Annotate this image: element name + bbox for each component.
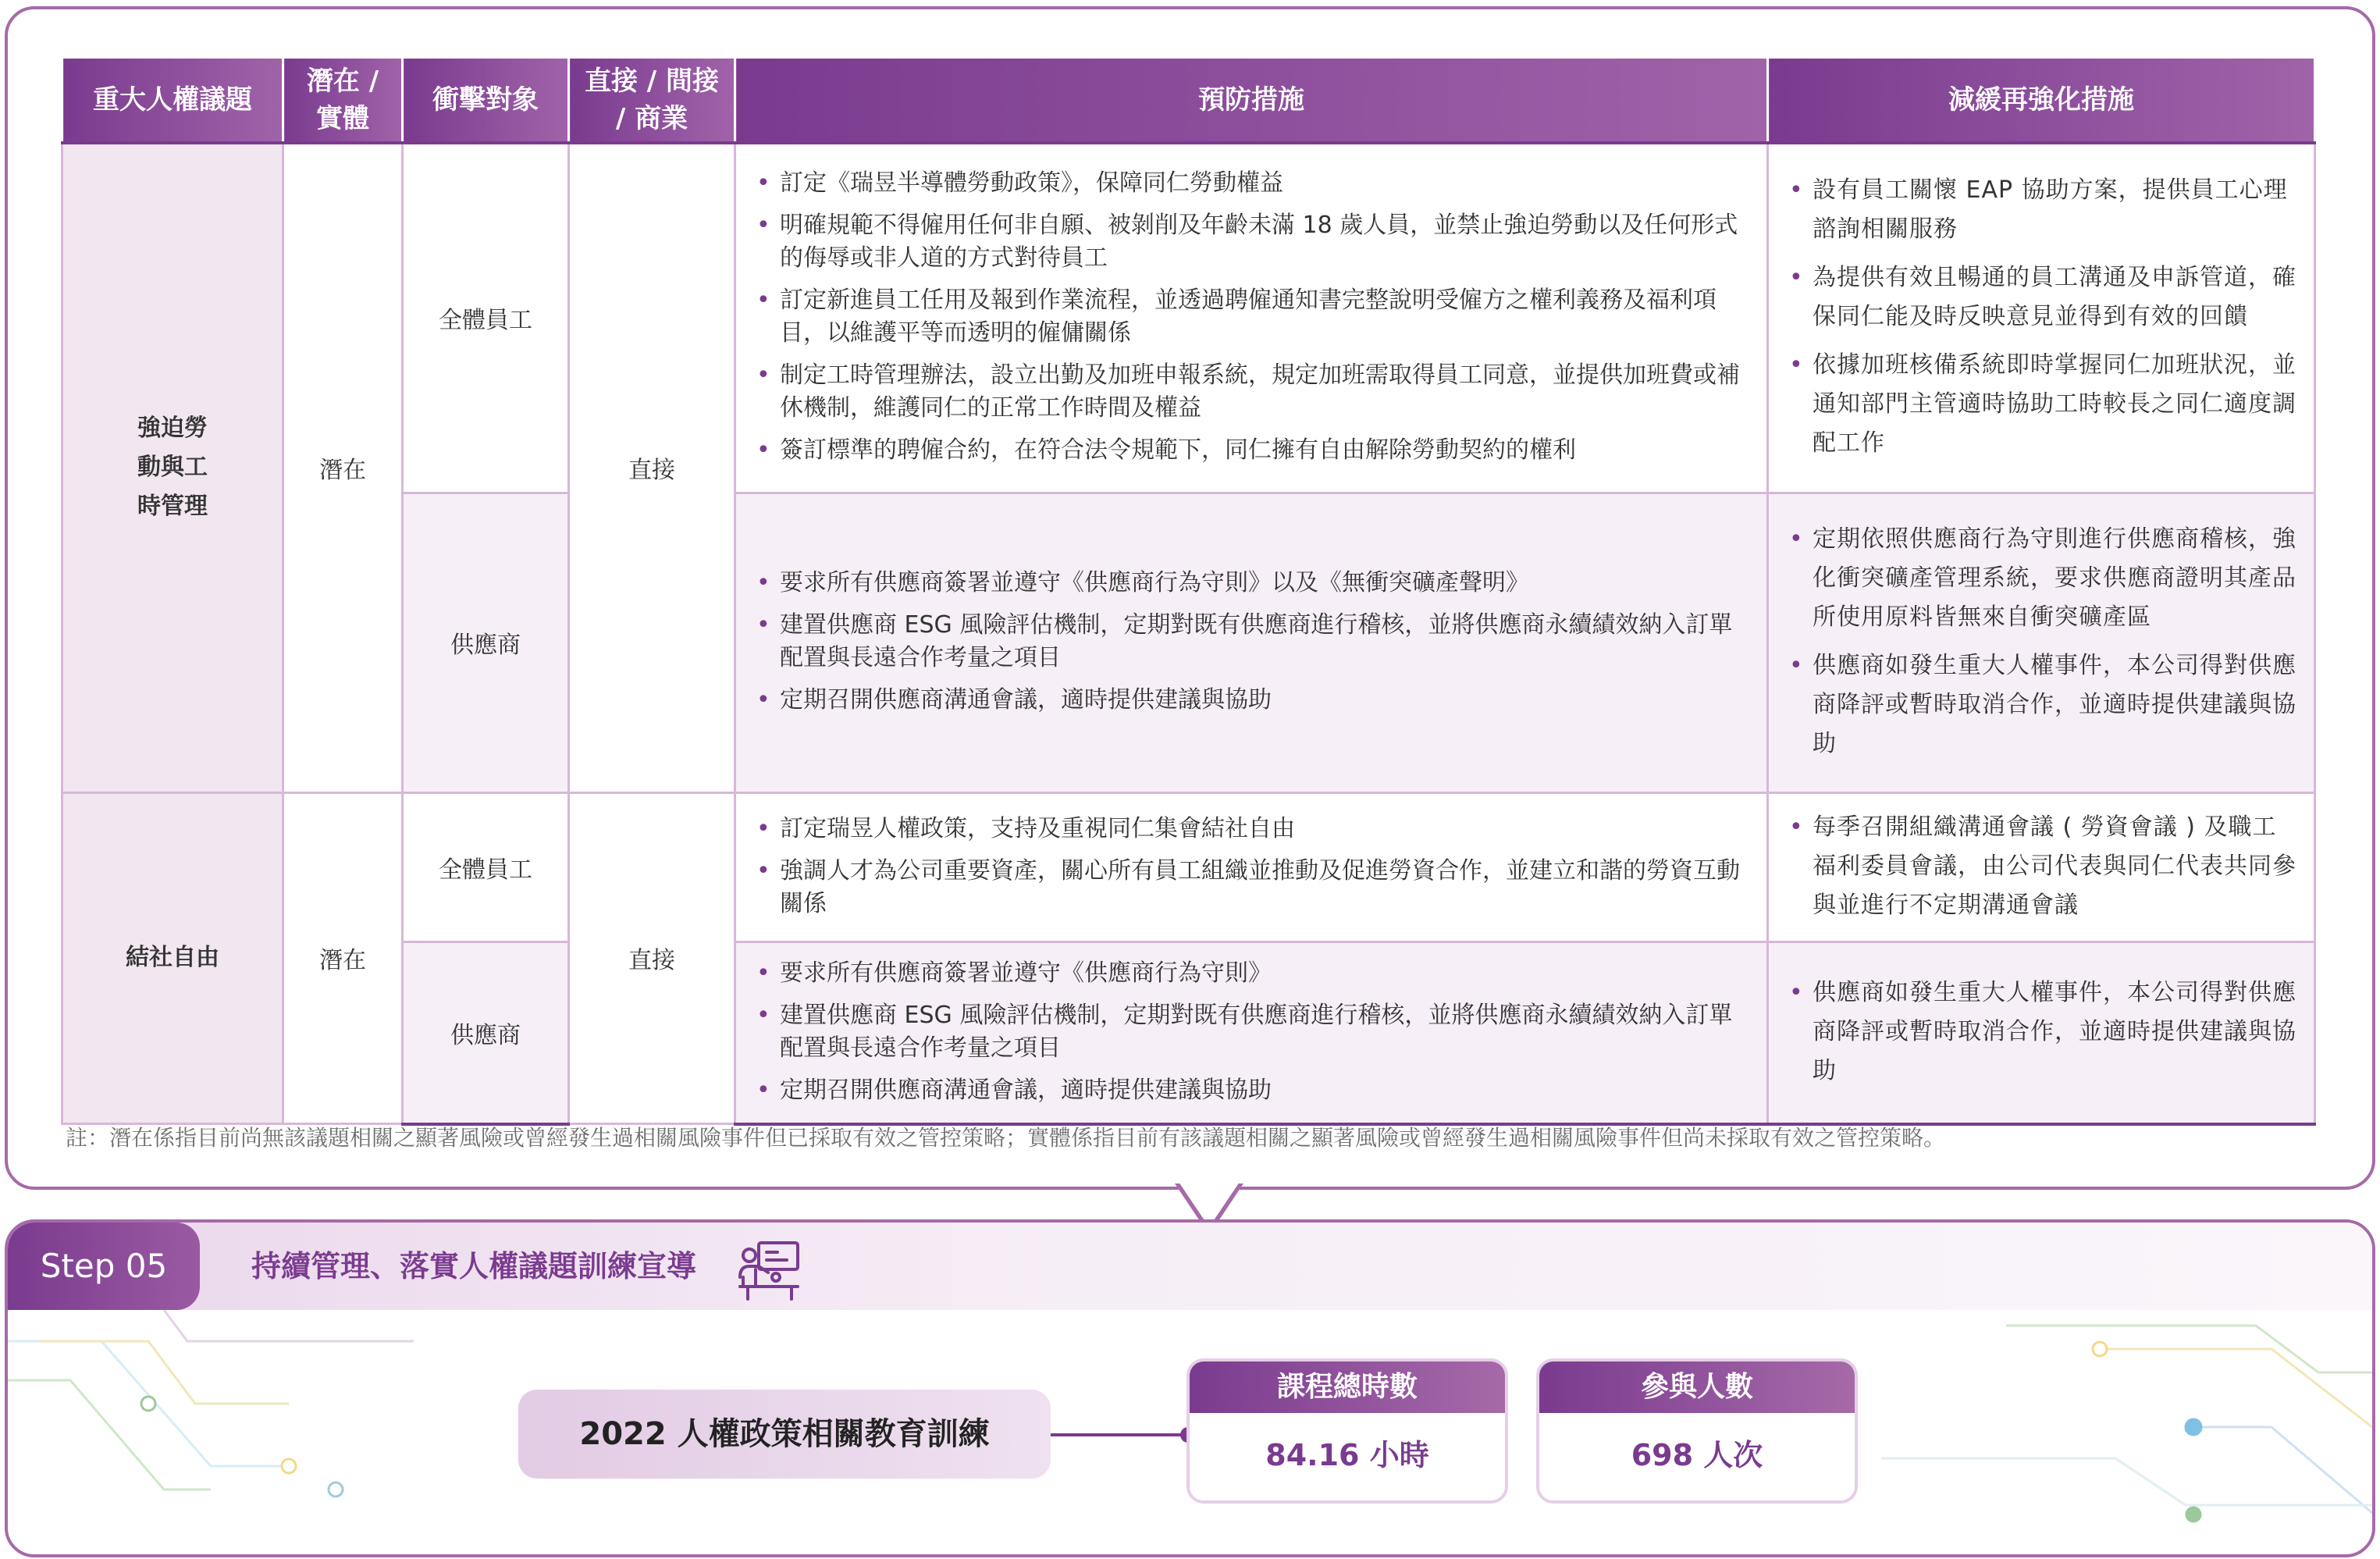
step-header-bar (8, 1223, 2372, 1310)
prevention-cell (735, 941, 1768, 1124)
mitigation-cell (1768, 792, 2315, 941)
list-item: • 訂定新進員工任用及報到作業流程，並透過聘僱通知書完整說明受僱方之權利義務及福利項目，以維護平等而透明的僱傭關係 (753, 284, 1749, 350)
header-type: 潛在 / 實體 (283, 58, 403, 144)
list-item: • 供應商如發生重大人權事件，本公司得對供應商降評或暫時取消合作，並適時提供建議與協助 (1786, 973, 2296, 1091)
training-presentation-icon (737, 1238, 802, 1304)
list-item: • 訂定《瑞昱半導體勞動政策》，保障同仁勞動權益 (753, 167, 1749, 200)
target-cell: 供應商 (403, 493, 569, 792)
list-item: • 每季召開組織溝通會議 ( 勞資會議 ) 及職工福利委員會議，由公司代表與同仁代表共同參與並進行不定期溝通會議 (1786, 808, 2296, 925)
mitigation-cell (1768, 941, 2315, 1124)
list-item: • 建置供應商 ESG 風險評估機制，定期對既有供應商進行稽核，並將供應商永續績效納入訂單配置與長遠合作考量之項目 (753, 609, 1749, 674)
list-item: • 強調人才為公司重要資產，關心所有員工組織並推動及促進勞資合作，並建立和諧的勞資互動關係 (753, 855, 1749, 920)
training-program-pill: 2022 人權政策相關教育訓練 (518, 1390, 1051, 1479)
target-cell: 全體員工 (403, 792, 569, 941)
prevention-cell (735, 143, 1768, 493)
list-item: • 簽訂標準的聘僱合約，在符合法令規範下，同仁擁有自由解除勞動契約的權利 (753, 434, 1749, 467)
list-item: • 供應商如發生重大人權事件，本公司得對供應商降評或暫時取消合作，並適時提供建議與協助 (1786, 646, 2296, 763)
list-item: • 建置供應商 ESG 風險評估機制，定期對既有供應商進行稽核，並將供應商永續績效納入訂單配置與長遠合作考量之項目 (753, 999, 1749, 1065)
list-item: • 要求所有供應商簽署並遵守《供應商行為守則》 (753, 957, 1749, 990)
list-item: • 設有員工關懷 EAP 協助方案，提供員工心理諮詢相關服務 (1786, 171, 2296, 249)
connector-line (1051, 1433, 1188, 1436)
course-hours-card (1186, 1358, 1508, 1504)
header-relation: 直接 / 間接 / 商業 (569, 58, 735, 144)
list-item: • 定期召開供應商溝通會議，適時提供建議與協助 (753, 1074, 1749, 1107)
issue-label: 強迫勞動與工時管理 (137, 415, 208, 521)
list-item: • 明確規範不得僱用任何非自願、被剝削及年齡未滿 18 歲人員，並禁止強迫勞動以及任何形式的侮辱或非人道的方式對待員工 (753, 209, 1749, 275)
relation-cell: 直接 (569, 143, 735, 792)
list-item: • 依據加班核備系統即時掌握同仁加班狀況，並通知部門主管適時協助工時較長之同仁適度調配工作 (1786, 346, 2296, 463)
mitigation-cell (1768, 493, 2315, 792)
type-cell: 潛在 (283, 792, 403, 1124)
list-item: • 定期召開供應商溝通會議，適時提供建議與協助 (753, 684, 1749, 717)
relation-cell: 直接 (569, 792, 735, 1124)
list-item: • 要求所有供應商簽署並遵守《供應商行為守則》以及《無衝突礦產聲明》 (753, 567, 1749, 600)
list-item: • 為提供有效且暢通的員工溝通及申訴管道，確保同仁能及時反映意見並得到有效的回饋 (1786, 258, 2296, 336)
prevention-cell (735, 792, 1768, 941)
issue-cell: 結社自由 (62, 792, 283, 1124)
prevention-cell (735, 493, 1768, 792)
list-item: • 訂定瑞昱人權政策，支持及重視同仁集會結社自由 (753, 813, 1749, 845)
issue-cell (62, 143, 283, 792)
card-label: 參與人數 (1539, 1361, 1855, 1413)
mitigation-cell (1768, 143, 2315, 493)
target-cell: 全體員工 (403, 143, 569, 493)
human-rights-risk-table (61, 56, 2316, 1126)
list-item: • 定期依照供應商行為守則進行供應商稽核，強化衝突礦產管理系統，要求供應商證明其產品所使用原料皆無來自衝突礦產區 (1786, 520, 2296, 637)
table-footnote: 註：潛在係指目前尚無該議題相關之顯著風險或曾經發生過相關風險事件但已採取有效之管控策略；實體係指目前有該議題相關之顯著風險或曾經發生過相關風險事件但尚未採取有效之管控策略。 (66, 1125, 1946, 1151)
type-cell: 潛在 (283, 143, 403, 792)
target-cell: 供應商 (403, 941, 569, 1124)
participants-card (1536, 1358, 1858, 1504)
header-issue: 重大人權議題 (62, 58, 283, 144)
table-row (62, 792, 2315, 941)
card-label: 課程總時數 (1190, 1361, 1505, 1413)
step-title: 持續管理、落實人權議題訓練宣導 (251, 1249, 697, 1283)
card-value: 84.16 小時 (1265, 1438, 1429, 1472)
table-header-row (62, 58, 2315, 144)
card-value: 698 人次 (1631, 1438, 1763, 1472)
header-prevention: 預防措施 (735, 58, 1768, 144)
header-mitigation: 減緩再強化措施 (1768, 58, 2315, 144)
table-row (62, 143, 2315, 493)
step-tag: Step 05 (8, 1223, 200, 1310)
list-item: • 制定工時管理辦法，設立出勤及加班申報系統，規定加班需取得員工同意，並提供加班費或補休機制，維護同仁的正常工作時間及權益 (753, 359, 1749, 425)
header-target: 衝擊對象 (403, 58, 569, 144)
